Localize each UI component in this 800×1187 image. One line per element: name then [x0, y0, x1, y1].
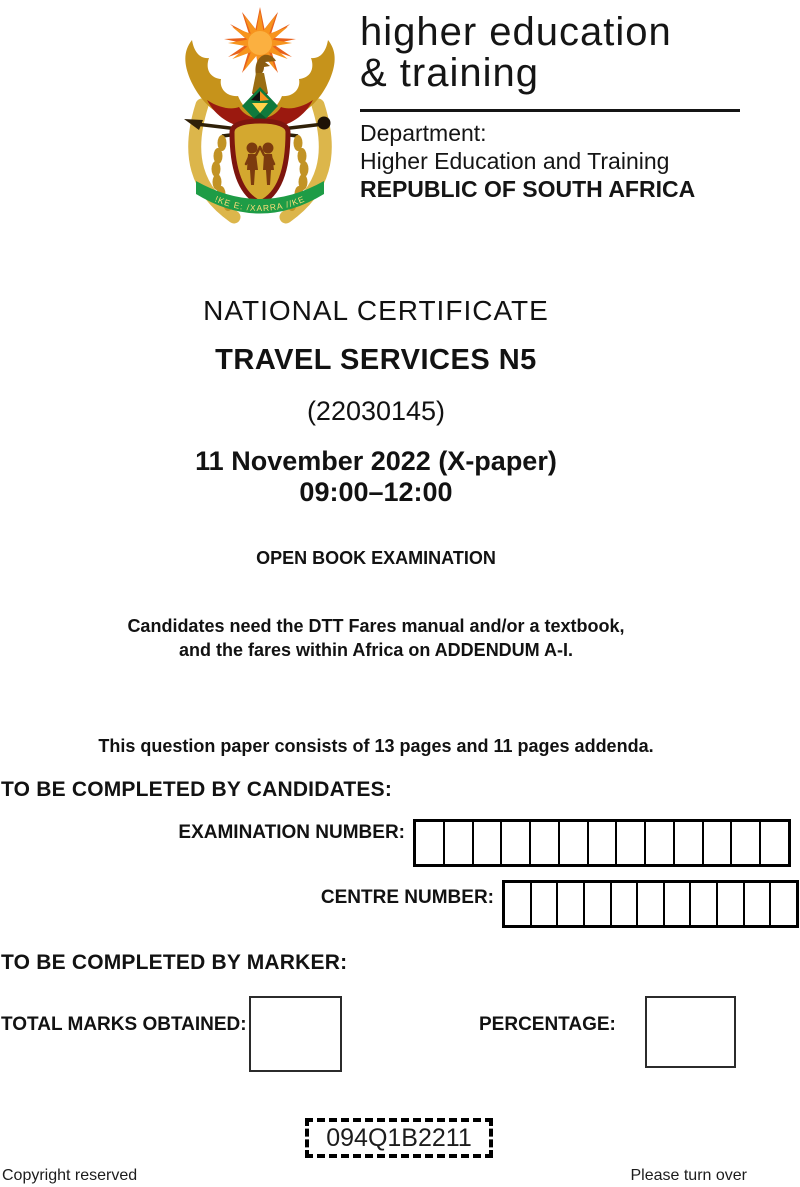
- dept-country: REPUBLIC OF SOUTH AFRICA: [360, 176, 696, 202]
- number-cell[interactable]: [718, 883, 745, 925]
- logo-title-line2: & training: [360, 51, 539, 95]
- number-cell[interactable]: [585, 883, 612, 925]
- marker-section-heading: TO BE COMPLETED BY MARKER:: [1, 951, 348, 974]
- paper-code: 094Q1B2211: [326, 1124, 472, 1152]
- total-marks-box[interactable]: [249, 996, 342, 1072]
- exam-time: 09:00–12:00: [299, 477, 453, 507]
- number-cell[interactable]: [502, 822, 531, 864]
- number-cell[interactable]: [445, 822, 474, 864]
- number-cell[interactable]: [761, 822, 788, 864]
- number-cell[interactable]: [617, 822, 646, 864]
- number-cell[interactable]: [638, 883, 665, 925]
- candidates-section-heading: TO BE COMPLETED BY CANDIDATES:: [1, 778, 393, 801]
- logo-title-line1: higher education: [360, 10, 672, 54]
- department-logo-block: [360, 12, 745, 203]
- paper-code-box: [305, 1118, 493, 1158]
- exam-type: OPEN BOOK EXAMINATION: [256, 548, 496, 568]
- exam-requirements: [0, 614, 752, 662]
- percentage-label: PERCENTAGE:: [479, 1014, 616, 1035]
- number-cell[interactable]: [771, 883, 796, 925]
- number-cell[interactable]: [665, 883, 692, 925]
- number-cell[interactable]: [505, 883, 532, 925]
- exam-date: 11 November 2022 (X-paper): [195, 446, 557, 476]
- number-cell[interactable]: [745, 883, 772, 925]
- total-marks-label: TOTAL MARKS OBTAINED:: [1, 1014, 247, 1035]
- subject-title: TRAVEL SERVICES N5: [215, 344, 537, 376]
- number-cell[interactable]: [416, 822, 445, 864]
- centre-number-grid[interactable]: [502, 880, 799, 928]
- exam-datetime: [0, 446, 752, 508]
- requirements-line2: and the fares within Africa on ADDENDUM A-I.: [178, 640, 574, 660]
- number-cell[interactable]: [691, 883, 718, 925]
- number-cell[interactable]: [560, 822, 589, 864]
- centre-number-label: CENTRE NUMBER:: [320, 887, 494, 908]
- subject-code: (22030145): [306, 396, 446, 426]
- emblem-motto: !KE E: /XARRA //KE: [213, 193, 307, 214]
- percentage-box[interactable]: [645, 996, 736, 1068]
- dept-name: Higher Education and Training: [360, 148, 670, 174]
- logo-divider: [360, 109, 740, 112]
- examination-number-label: EXAMINATION NUMBER:: [178, 822, 405, 843]
- number-cell[interactable]: [612, 883, 639, 925]
- number-cell[interactable]: [532, 883, 559, 925]
- number-cell[interactable]: [646, 822, 675, 864]
- certificate-title: NATIONAL CERTIFICATE: [203, 295, 549, 326]
- number-cell[interactable]: [704, 822, 733, 864]
- number-cell[interactable]: [675, 822, 704, 864]
- number-cell[interactable]: [558, 883, 585, 925]
- copyright-note: Copyright reserved: [2, 1167, 138, 1184]
- dept-label: Department:: [360, 120, 487, 146]
- coat-of-arms-icon: [172, 5, 348, 231]
- number-cell[interactable]: [732, 822, 761, 864]
- turn-over-note: Please turn over: [630, 1167, 747, 1184]
- number-cell[interactable]: [474, 822, 503, 864]
- pages-note: This question paper consists of 13 pages and 11 pages addenda.: [98, 736, 654, 756]
- requirements-line1: Candidates need the DTT Fares manual and/or a textbook,: [127, 616, 625, 636]
- number-cell[interactable]: [531, 822, 560, 864]
- examination-number-grid[interactable]: [413, 819, 791, 867]
- number-cell[interactable]: [589, 822, 618, 864]
